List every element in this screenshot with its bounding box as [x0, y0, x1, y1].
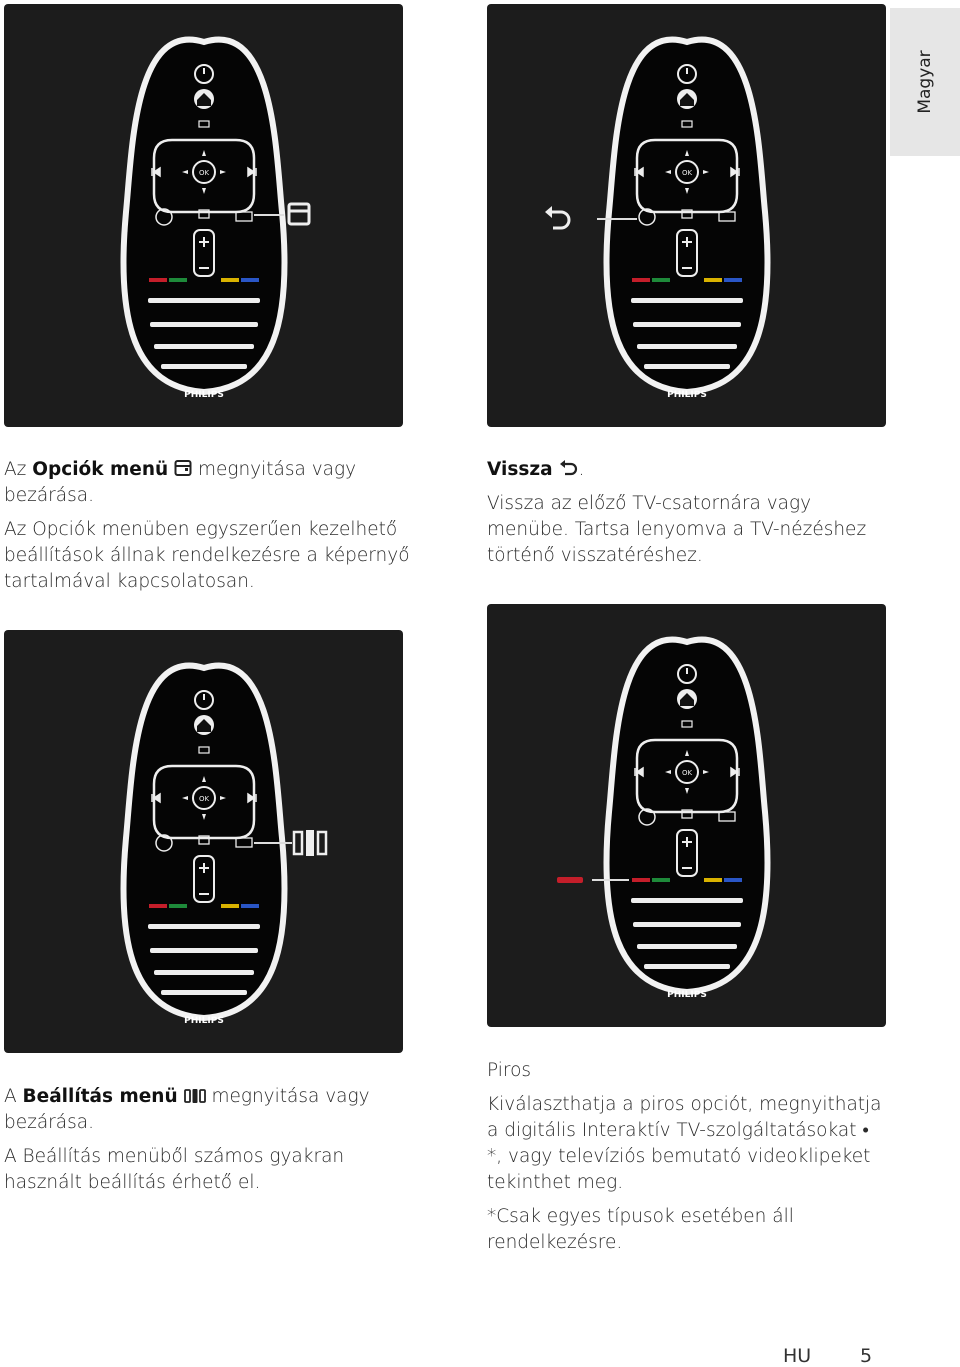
green-key — [169, 904, 187, 908]
language-tab: Magyar — [890, 8, 960, 156]
ok-label: OK — [681, 169, 693, 177]
back-title: Vissza — [487, 459, 553, 480]
key-row — [644, 964, 730, 969]
brand-logo: PHILIPS — [184, 1016, 224, 1026]
ok-label: OK — [198, 169, 210, 177]
green-key — [169, 278, 187, 282]
green-key — [652, 878, 670, 882]
red-key — [149, 278, 167, 282]
yellow-key — [704, 278, 722, 282]
remote-panel-back — [487, 4, 886, 427]
key-row — [637, 344, 737, 349]
remote-panel-options — [4, 4, 403, 427]
key-row — [150, 948, 258, 953]
brand-logo: PHILIPS — [667, 390, 707, 400]
brand-logo: PHILIPS — [184, 390, 224, 400]
remote-illustration — [487, 4, 886, 427]
adjust-callout-icon — [294, 830, 326, 856]
key-row — [637, 944, 737, 949]
remote-panel-adjust — [4, 630, 403, 1053]
options-description: Az Opciók menüben egyszerűen kezelhető beállítások állnak rendelkezésre a képernyő tartalmával kapcsolatosan. — [4, 519, 410, 592]
remote-illustration — [4, 4, 403, 427]
yellow-key — [221, 278, 239, 282]
remote-illustration — [487, 604, 886, 1027]
red-title: Piros — [487, 1060, 532, 1081]
section-options: Az Opciók menü megnyitása vagy bezárása. Az Opciók menüben egyszerűen kezelhető beállítások állnak rendelkezésre a képernyő tartalmával kapcsolatosan. — [4, 457, 414, 595]
page-number: 5 — [860, 1345, 873, 1367]
section-back: Vissza . Vissza az előző TV-csatornára vagy menübe. Tartsa lenyomva a TV-nézéshez történő visszatéréshez. — [487, 457, 887, 569]
key-row — [148, 298, 260, 303]
key-row — [633, 322, 741, 327]
red-callout-key — [557, 877, 583, 883]
key-row — [150, 322, 258, 327]
brand-logo: PHILIPS — [667, 990, 707, 1000]
remote-illustration — [4, 630, 403, 1053]
key-row — [161, 990, 247, 995]
red-note: *Csak egyes típusok esetében áll rendelkezésre. — [487, 1206, 794, 1253]
adjust-icon — [184, 1088, 206, 1104]
back-callout-icon — [551, 212, 569, 228]
key-row — [631, 298, 743, 303]
back-description: Vissza az előző TV-csatornára vagy menübe. Tartsa lenyomva a TV-nézéshez történő visszatéréshez. — [487, 493, 867, 566]
red-key — [149, 904, 167, 908]
blue-key — [724, 878, 742, 882]
key-row — [161, 364, 247, 369]
green-key — [652, 278, 670, 282]
options-icon — [174, 459, 192, 477]
blue-key — [241, 904, 259, 908]
footer-lang: HU — [783, 1345, 812, 1367]
options-menu-title: Opciók menü — [32, 459, 169, 480]
key-row — [633, 922, 741, 927]
options-callout-icon — [289, 204, 309, 224]
red-key — [632, 278, 650, 282]
red-key — [632, 878, 650, 882]
remote-panel-red — [487, 604, 886, 1027]
adjust-menu-title: Beállítás menü — [22, 1086, 178, 1107]
blue-key — [724, 278, 742, 282]
red-description: Kiválaszthatja a piros opciót, megnyithatja a digitális Interaktív TV-szolgáltatásokat • *, vagy televíziós bemutató videoklipeket tekinthet meg. — [487, 1094, 882, 1193]
back-icon — [559, 459, 579, 477]
key-row — [154, 344, 254, 349]
yellow-key — [221, 904, 239, 908]
key-row — [644, 364, 730, 369]
ok-label: OK — [198, 795, 210, 803]
key-row — [631, 898, 743, 903]
section-adjust: A Beállítás menü megnyitása vagy bezárása. A Beállítás menüből számos gyakran használt beállítás érhető el. — [4, 1084, 414, 1196]
ok-label: OK — [681, 769, 693, 777]
key-row — [154, 970, 254, 975]
blue-key — [241, 278, 259, 282]
section-red — [487, 1058, 887, 1256]
adjust-description: A Beállítás menüből számos gyakran használt beállítás érhető el. — [4, 1146, 345, 1193]
key-row — [148, 924, 260, 929]
yellow-key — [704, 878, 722, 882]
